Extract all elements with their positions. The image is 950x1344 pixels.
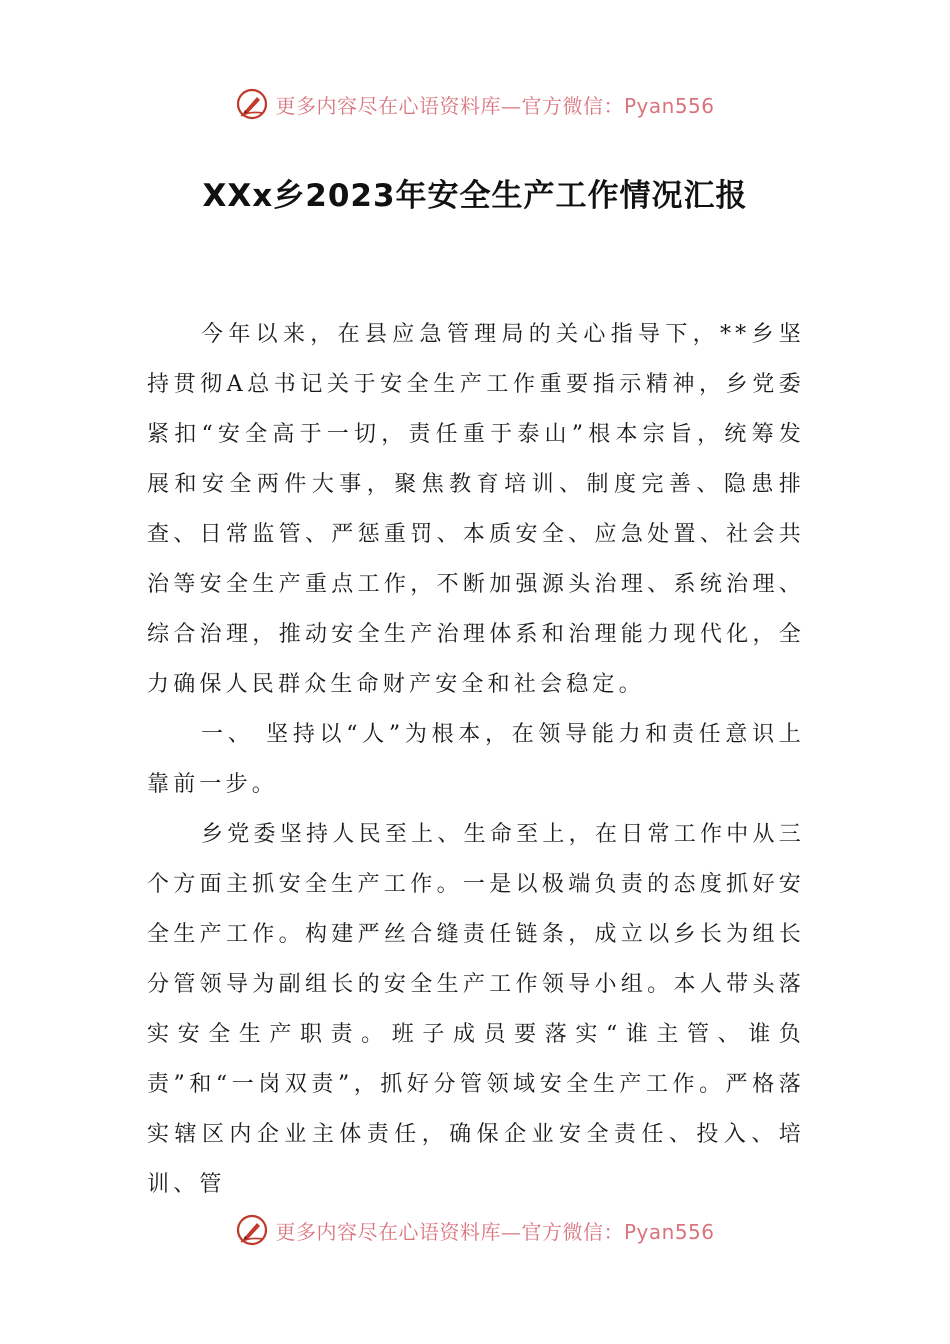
watermark-text: 更多内容尽在心语资料库—官方微信：Pyan556	[275, 1219, 715, 1244]
page-title: XXx乡2023年安全生产工作情况汇报	[202, 178, 748, 214]
document-body	[147, 310, 805, 1210]
body-paragraph: 乡党委坚持人民至上、生命至上，在日常工作中从三个方面主抓安全生产工作。一是以极端负责的态度抓好安全生产工作。构建严丝合缝责任链条，成立以乡长为组长分管领导为副组长的安全生产工作领导小组。本人带头落实安全生产职责。班子成员要落实“谁主管、谁负责”和“一岗双责”，抓好分管领域安全生产工作。严格落实辖区内企业主体责任，确保企业安全责任、投入、培训、管	[147, 822, 805, 1197]
watermark-text: 更多内容尽在心语资料库—官方微信：Pyan556	[275, 93, 715, 118]
section-heading-1: 一、 坚持以“人”为根本，在领导能力和责任意识上靠前一步。	[147, 722, 805, 797]
pen-logo-icon	[235, 87, 269, 121]
footer-watermark-banner	[0, 1208, 950, 1252]
header-watermark-banner	[0, 82, 950, 126]
pen-logo-icon	[235, 1213, 269, 1247]
intro-paragraph: 今年以来，在县应急管理局的关心指导下，**乡坚持贯彻A总书记关于安全生产工作重要指示精神，乡党委紧扣“安全高于一切，责任重于泰山”根本宗旨，统筹发展和安全两件大事，聚焦教育培训、制度完善、隐患排查、日常监管、严惩重罚、本质安全、应急处置、社会共治等安全生产重点工作，不断加强源头治理、系统治理、综合治理，推动安全生产治理体系和治理能力现代化，全力确保人民群众生命财产安全和社会稳定。	[147, 322, 805, 697]
